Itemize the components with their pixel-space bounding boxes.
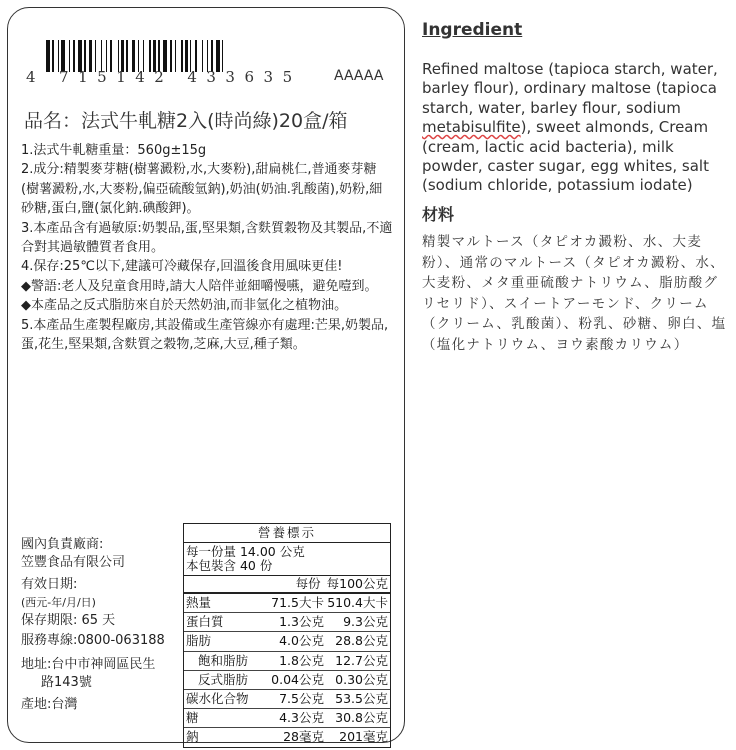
batch-code: AAAAA	[334, 68, 384, 84]
barcode-digit: 3	[206, 68, 226, 86]
nutrition-table	[183, 523, 391, 748]
nutrient-per-serving: 4.3公克	[279, 710, 324, 726]
service-hotline: 服務專線:0800-063188	[21, 633, 165, 648]
label-line: 5.本產品生產製程廠房,其設備或生產管線亦有處理:芒果,奶製品,蛋,花生,堅果類,含麩質之穀物,芝麻,大豆,種子類。	[21, 317, 389, 353]
label-line: 2.成分:精製麥芽糖(樹薯澱粉,水,大麥粉),甜扁桃仁,普通麥芽糖(樹薯澱粉,水,大麥粉,偏亞硫酸氫鈉),奶油(奶油.乳酸菌),奶粉,細砂糖,蛋白,鹽(氯化鈉.碘酸鉀)。	[21, 162, 383, 217]
expiry-label: 有效日期:	[21, 577, 78, 592]
label-line: ◆警語:老人及兒童食用時,請大人陪伴並細嚼慢嚥，避免噎到。	[21, 278, 378, 294]
nutrient-per-serving: 0.04公克	[271, 671, 324, 687]
serving-info	[184, 543, 390, 576]
barcode-digit: 3	[225, 68, 245, 86]
origin: 產地:台灣	[21, 697, 78, 712]
product-label	[7, 7, 405, 743]
ingredient-heading: Ingredient	[422, 20, 523, 40]
shelf-life: 保存期限: 65 天	[21, 613, 116, 628]
label-body	[21, 141, 393, 354]
address-line: 路143號	[41, 675, 92, 690]
nutrient-per-100g: 0.30公克	[335, 671, 388, 687]
barcode-digit: 4	[135, 68, 155, 86]
barcode-digit: 5	[282, 68, 302, 86]
barcode-digit: 6	[244, 68, 264, 86]
nutrient-per-serving: 28毫克	[283, 729, 324, 745]
barcode-number	[26, 68, 302, 86]
nutrient-per-100g: 53.5公克	[335, 690, 388, 706]
servings-per-pack: 本包裝含 40 份	[186, 558, 273, 573]
label-line: ◆本產品之反式脂肪來自於天然奶油,而非氫化之植物油。	[21, 298, 348, 314]
barcode-digit: 2	[154, 68, 174, 86]
barcode-digit: 4	[26, 68, 46, 86]
nutrient-per-100g: 12.7公克	[335, 652, 388, 668]
barcode-digit: 4	[187, 68, 207, 86]
nutrition-row	[184, 594, 390, 613]
nutrient-name: 熱量	[186, 595, 212, 610]
barcode-digit: 7	[59, 68, 79, 86]
nutrition-rows	[184, 594, 390, 747]
nutrition-row	[184, 671, 390, 690]
barcode-digit: 5	[97, 68, 117, 86]
ingredients-panel	[422, 20, 727, 353]
ingredient-text-part: Refined maltose (tapioca starch, water, barley flour), ordinary maltose (tapioca starch, water, barley flour, sodium	[422, 60, 718, 117]
spellcheck-flagged-word: metabisulfite	[422, 118, 521, 137]
responsible-label: 國內負責廠商:	[21, 537, 104, 552]
nutrient-name: 反式脂肪	[198, 671, 249, 687]
nutrient-name: 鈉	[186, 729, 199, 745]
product-name: 品名：法式牛軋糖2入(時尚綠)20盒/箱	[24, 110, 348, 132]
barcode-digit: 3	[263, 68, 283, 86]
barcode-digit: 1	[116, 68, 136, 86]
nutrient-per-100g: 510.4大卡	[327, 595, 388, 610]
nutrient-name: 碳水化合物	[186, 690, 249, 706]
nutrient-per-100g: 9.3公克	[343, 614, 388, 630]
nutrition-row	[184, 632, 390, 651]
nutrient-per-100g: 28.8公克	[335, 633, 388, 649]
label-line: 4.保存:25℃以下,建議可冷藏保存,回溫後食用風味更佳!	[21, 259, 343, 275]
nutrient-per-serving: 7.5公克	[279, 690, 324, 706]
label-line: 1.法式牛軋糖重量：560g±15g	[21, 143, 207, 158]
nutrition-row	[184, 709, 390, 728]
serving-size: 每一份量 14.00 公克	[186, 544, 305, 559]
nutrition-row	[184, 728, 390, 746]
materials-text-jp: 精製マルトース（タピオカ澱粉、水、大麦粉）、通常のマルトース（タピオカ澱粉、水、大麦粉、メタ重亜硫酸ナトリウム、脂肪酸グリセリド）、スイートアーモンド、クリーム（クリーム、乳酸菌）、粉乳、砂糖、卵白、塩（塩化ナトリウム、ヨウ素酸カリウム）	[422, 234, 727, 353]
nutrient-per-100g: 201毫克	[339, 729, 388, 745]
nutrient-name: 蛋白質	[186, 614, 224, 630]
manufacturer-info	[21, 536, 181, 714]
nutrition-row	[184, 652, 390, 671]
materials-heading: 材料	[422, 205, 455, 224]
nutrition-row	[184, 613, 390, 632]
nutrient-name: 糖	[186, 710, 199, 726]
barcode-digit: 1	[78, 68, 98, 86]
col-per-100g: 每100公克	[326, 576, 388, 591]
address-line: 地址:台中市神岡區民生	[21, 657, 156, 672]
ingredient-text-en	[422, 60, 722, 196]
nutrient-name: 飽和脂肪	[198, 652, 249, 668]
nutrient-per-serving: 1.8公克	[279, 652, 324, 668]
nutrient-per-serving: 1.3公克	[279, 614, 324, 630]
label-line: 3.本產品含有過敏原:奶製品,蛋,堅果類,含麩質穀物及其製品,不適合對其過敏體質者食用。	[21, 220, 393, 256]
nutrition-header	[184, 576, 390, 594]
date-format: (西元-年/月/日)	[21, 596, 96, 609]
nutrition-title: 營養標示	[184, 524, 390, 543]
ingredient-text-part: ), sweet almonds, Cream (cream, lactic acid bacteria), milk powder, caster sugar, egg whites, salt (sodium chloride, potassium iodate)	[422, 118, 709, 195]
nutrient-name: 脂肪	[186, 633, 212, 649]
col-per-serving: 每份	[295, 576, 321, 591]
nutrient-per-100g: 30.8公克	[335, 710, 388, 726]
nutrient-per-serving: 71.5大卡	[271, 595, 324, 610]
nutrient-per-serving: 4.0公克	[279, 633, 324, 649]
company-name: 笠豐食品有限公司	[21, 555, 126, 570]
nutrition-row	[184, 690, 390, 709]
